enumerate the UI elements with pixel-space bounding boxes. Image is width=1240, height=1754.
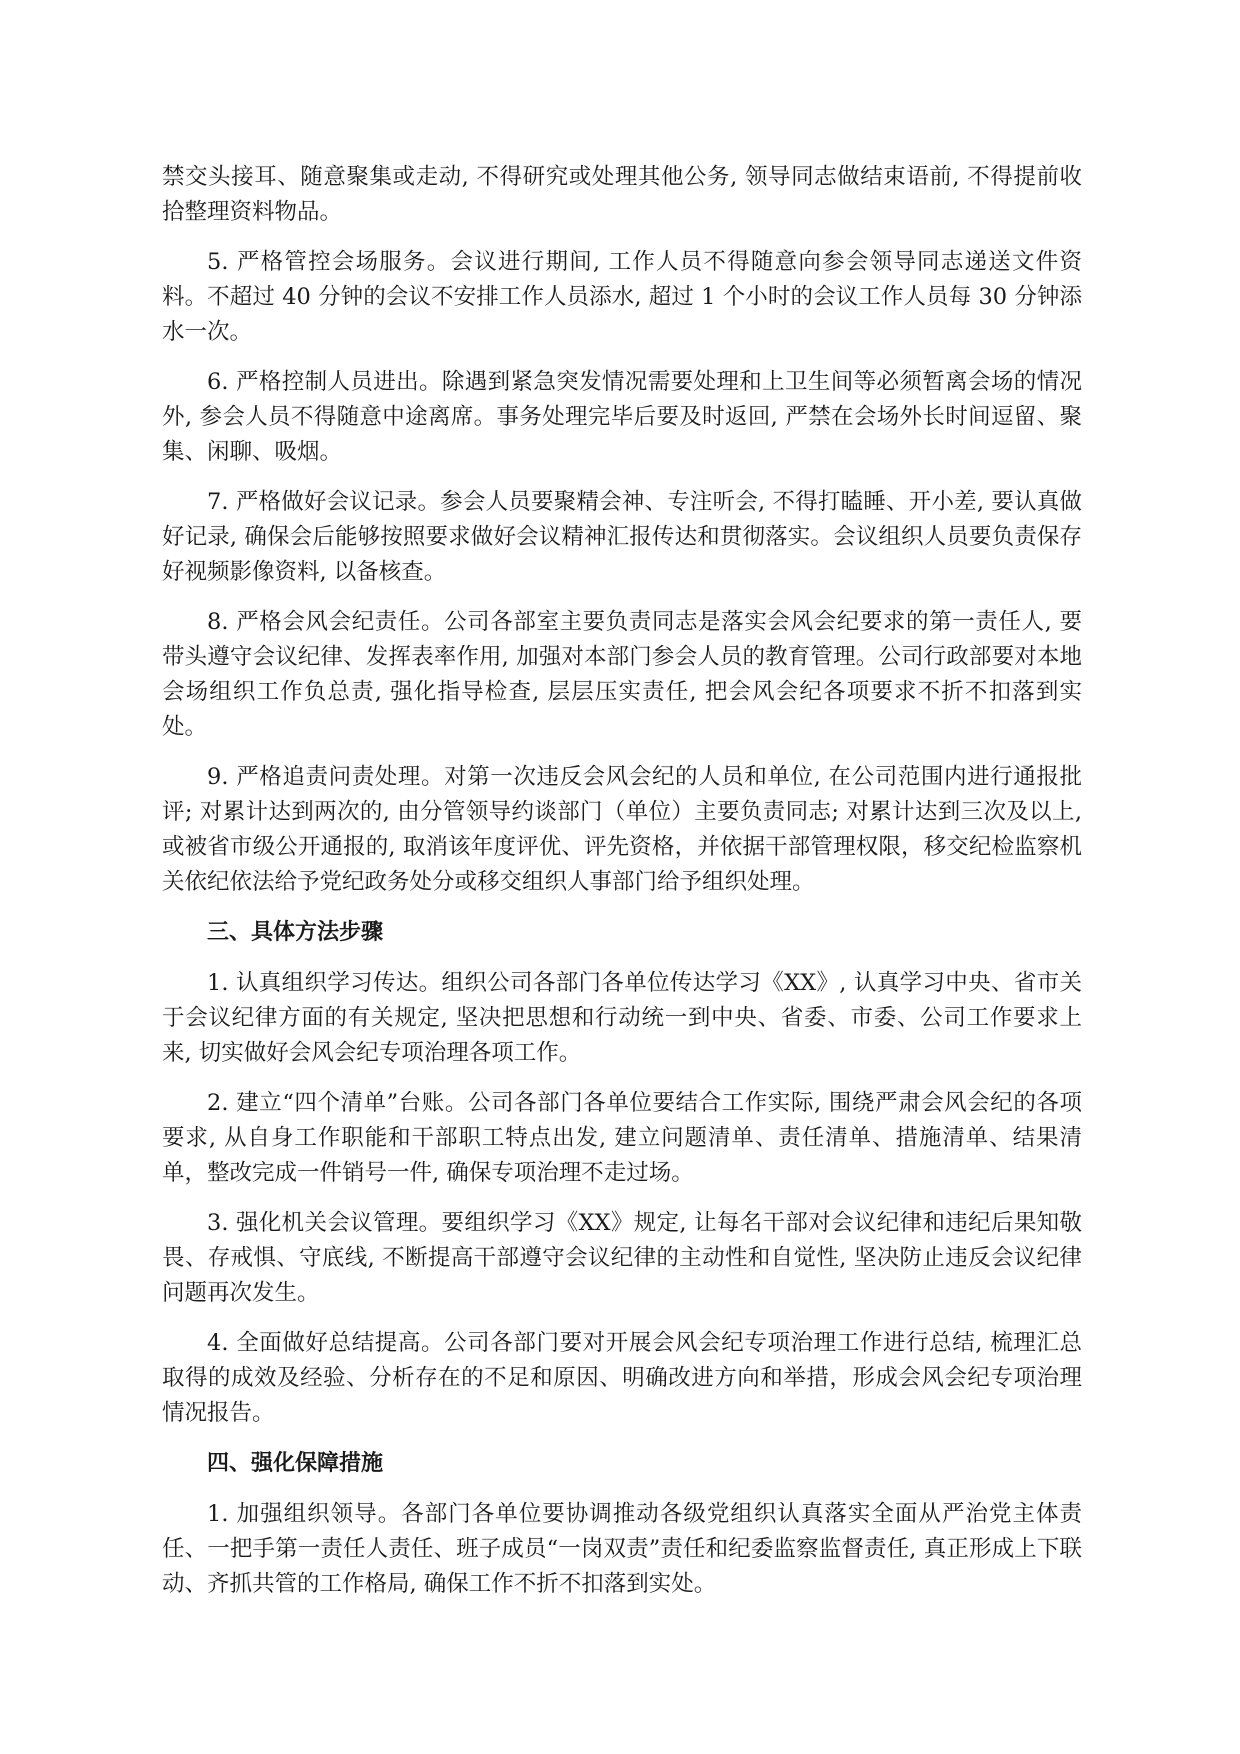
paragraph-step-1: 1. 认真组织学习传达。组织公司各部门各单位传达学习《XX》, 认真学习中央、省市关于会议纪律方面的有关规定, 坚决把思想和行动统一到中央、省委、市委、公司工作要求上来, 切实做好会风会纪专项治理各项工作。 <box>162 970 1082 1066</box>
paragraph-item-8: 8. 严格会风会纪责任。公司各部室主要负责同志是落实会风会纪要求的第一责任人, 要带头遵守会议纪律、发挥表率作用, 加强对本部门参会人员的教育管理。公司行政部要对本地会场组织工作负总责, 强化指导检查, 层层压实责任, 把会风会纪各项要求不折不扣落到实处。 <box>162 609 1082 740</box>
paragraph-item-9: 9. 严格追责问责处理。对第一次违反会风会纪的人员和单位, 在公司范围内进行通报批评; 对累计达到两次的, 由分管领导约谈部门（单位）主要负责同志; 对累计达到三次及以上, 或被省市级公开通报的, 取消该年度评优、评先资格，并依据干部管理权限，移交纪检监察机关依纪依法给予党纪政务处分或移交组织人事部门给予组织处理。 <box>162 764 1082 895</box>
paragraph-step-2: 2. 建立“四个清单”台账。公司各部门各单位要结合工作实际, 围绕严肃会风会纪的各项要求, 从自身工作职能和干部职工特点出发, 建立问题清单、责任清单、措施清单、结果清单，整改完成一件销号一件, 确保专项治理不走过场。 <box>162 1090 1082 1186</box>
paragraph-item-7: 7. 严格做好会议记录。参会人员要聚精会神、专注听会, 不得打瞌睡、开小差, 要认真做好记录, 确保会后能够按照要求做好会议精神汇报传达和贯彻落实。会议组织人员要负责保存好视频影像资料, 以备核查。 <box>162 489 1082 585</box>
paragraph-item-5: 5. 严格管控会场服务。会议进行期间, 工作人员不得随意向参会领导同志递送文件资料。不超过 40 分钟的会议不安排工作人员添水, 超过 1 个小时的会议工作人员每 30 分钟添水一次。 <box>162 249 1082 345</box>
paragraph-step-4: 4. 全面做好总结提高。公司各部门要对开展会风会纪专项治理工作进行总结, 梳理汇总取得的成效及经验、分析存在的不足和原因、明确改进方向和举措，形成会风会纪专项治理情况报告。 <box>162 1330 1082 1426</box>
paragraph-continued: 禁交头接耳、随意聚集或走动, 不得研究或处理其他公务, 领导同志做结束语前, 不得提前收拾整理资料物品。 <box>162 164 1082 225</box>
document-page <box>162 160 1082 1617</box>
paragraph-item-6: 6. 严格控制人员进出。除遇到紧急突发情况需要处理和上卫生间等必须暂离会场的情况外, 参会人员不得随意中途离席。事务处理完毕后要及时返回, 严禁在会场外长时间逗留、聚集、闲聊、吸烟。 <box>162 369 1082 465</box>
paragraph-step-3: 3. 强化机关会议管理。要组织学习《XX》规定, 让每名干部对会议纪律和违纪后果知敬畏、存戒惧、守底线, 不断提高干部遵守会议纪律的主动性和自觉性, 坚决防止违反会议纪律问题再次发生。 <box>162 1210 1082 1306</box>
section-heading-4: 四、强化保障措施 <box>207 1451 384 1476</box>
section-heading-3: 三、具体方法步骤 <box>207 920 384 945</box>
paragraph-measure-1: 1. 加强组织领导。各部门各单位要协调推动各级党组织认真落实全面从严治党主体责任、一把手第一责任人责任、班子成员“一岗双责”责任和纪委监察监督责任, 真正形成上下联动、齐抓共管的工作格局, 确保工作不折不扣落到实处。 <box>162 1501 1082 1597</box>
